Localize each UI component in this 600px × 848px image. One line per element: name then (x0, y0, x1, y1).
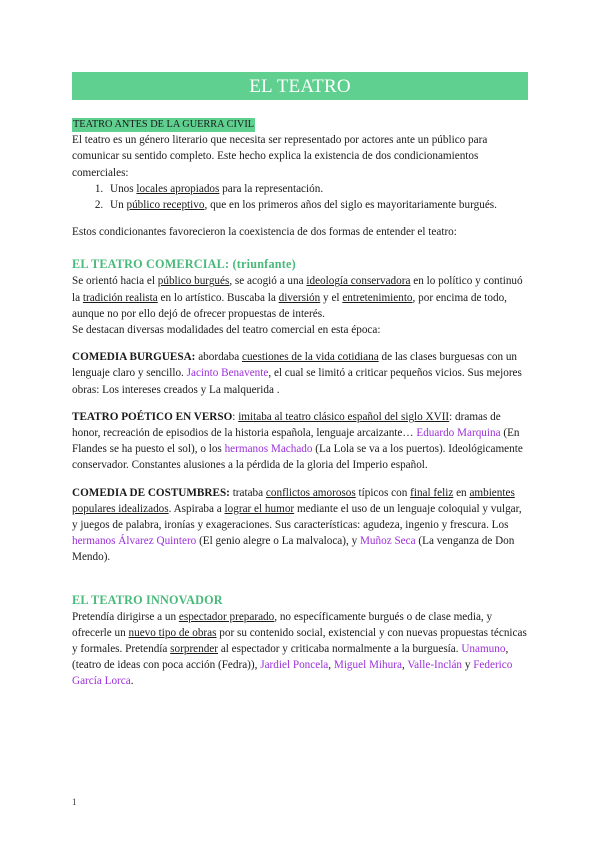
author-name: Unamuno (461, 643, 506, 656)
section-heading-pre-war: TEATRO ANTES DE LA GUERRA CIVIL (73, 119, 255, 130)
section-heading-comercial: EL TEATRO COMERCIAL: (triunfante) (72, 257, 296, 272)
author-name: Valle-Inclán (407, 659, 463, 672)
page-number: 1 (72, 797, 77, 807)
document-title: EL TEATRO (72, 72, 528, 100)
comedia-costumbres-paragraph: COMEDIA DE COSTUMBRES: trataba conflictos amorosos típicos con final feliz en ambientes populares idealizados. Aspiraba a lograr el humor mediante el uso de un lenguaje coloquial y vulgar, y juegos de palabra, ironías y exageraciones. Sus características: agudeza, ingenio y frescura. Los hermanos Álvarez Quintero (El genio alegre o La malvaloca), y Muñoz Seca (La venganza de Don Mendo). (72, 486, 522, 564)
list-item: 1. Unos locales apropiados para la representación. (106, 181, 528, 197)
list-item: 2. Un público receptivo, que en los primeros años del siglo es mayoritariamente burgués. (106, 197, 528, 213)
author-name: Jacinto Benavente (186, 367, 269, 380)
author-name: Muñoz Seca (359, 535, 416, 548)
author-name: Eduardo Marquina (416, 427, 501, 440)
closing-paragraph: Estos condicionantes favorecieron la coexistencia de dos formas de entender el teatro: (72, 226, 457, 239)
author-name: Miguel Mihura (333, 659, 402, 672)
modalidades-paragraph: Se destacan diversas modalidades del teatro comercial en esta época: (72, 324, 381, 337)
comedia-burguesa-paragraph: COMEDIA BURGUESA: abordaba cuestiones de la vida cotidiana de las clases burguesas con un lenguaje claro y sencillo. Jacinto Benavente, el cual se limitó a criticar pequeños vicios. Sus mejores obras: Los intereses creados y La malquerida . (72, 351, 522, 396)
author-name: hermanos Machado (224, 443, 313, 456)
intro-paragraph: El teatro es un género literario que necesita ser representado por actores ante un público para comunicar su sentido completo. Este hecho explica la existencia de dos condicionamientos comerciales: (72, 134, 488, 179)
comercial-paragraph: Se orientó hacia el público burgués, se acogió a una ideología conservadora en lo político y continuó la tradición realista en lo artístico. Buscaba la diversión y el entretenimiento, por encima de todo, aunque no por ello dejó de ofrecer propuestas de interés. (72, 275, 523, 320)
author-name: Jardiel Poncela (260, 659, 329, 672)
conditions-list (72, 181, 528, 213)
section-heading-innovador: EL TEATRO INNOVADOR (72, 592, 223, 607)
document-page (72, 72, 528, 690)
author-name: hermanos Álvarez Quintero (72, 535, 197, 548)
teatro-poetico-paragraph: TEATRO POÉTICO EN VERSO: imitaba al teatro clásico español del siglo XVII: dramas de honor, recreación de episodios de la historia española, lenguaje arcaizante… Eduardo Marquina (En Flandes se ha puesto el sol), o los hermanos Machado (La Lola se va a los puertos). Ideológicamente conservador. Constantes alusiones a la pérdida de la gloria del Imperio español. (72, 410, 523, 472)
author-name: Federico García Lorca (72, 659, 513, 688)
innovador-paragraph: Pretendía dirigirse a un espectador preparado, no específicamente burgués o de clase media, y ofrecerle un nuevo tipo de obras por su contenido social, existencial y con nuevas propuestas técnicas y formales. Pretendía sorprender al espectador y criticaba normalmente a la burguesía. Unamuno, (teatro de ideas con poca acción (Fedra)), Jardiel Poncela, Miguel Mihura, Valle-Inclán y Federico García Lorca. (72, 610, 527, 688)
